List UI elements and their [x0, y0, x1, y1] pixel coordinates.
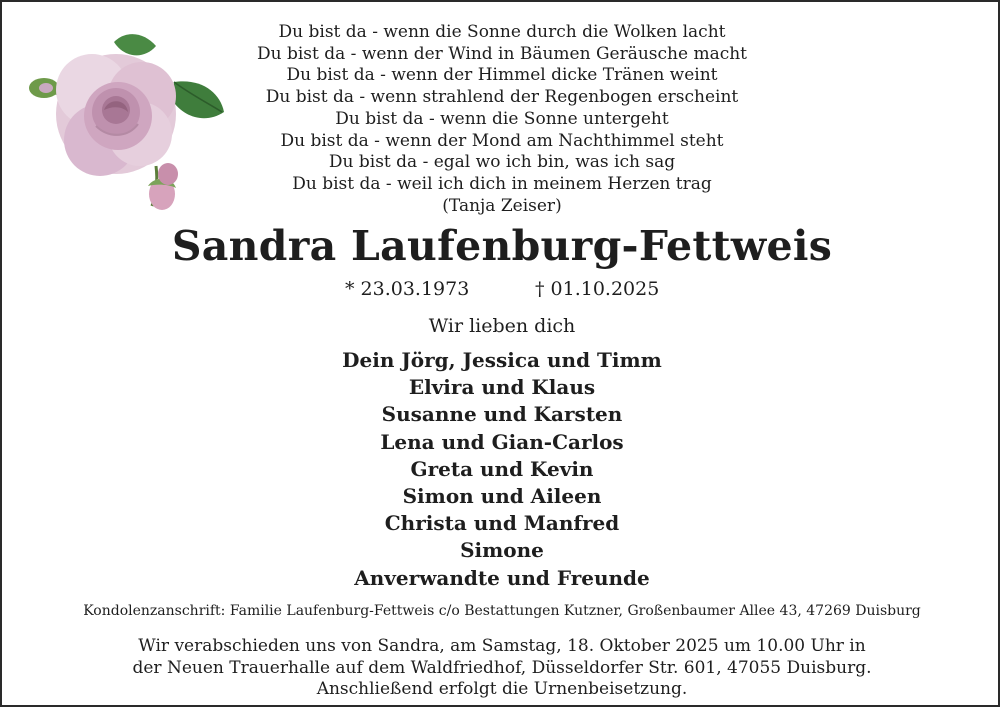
poem-author: (Tanja Zeiser) [442, 195, 562, 216]
mourner-entry: Elvira und Klaus [408, 375, 596, 400]
mourner-entry: Anverwandte und Freunde [354, 565, 650, 590]
poem-line: Du bist da - wenn strahlend der Regenbogen erscheint [265, 87, 739, 108]
condolence-address: Kondolenzanschrift: Familie Laufenburg-Fettweis c/o Bestattungen Kutzner, Großenbaumer Allee 43, 47269 Duisburg [83, 603, 921, 619]
poem [202, 22, 802, 217]
mourner-entry: Dein Jörg, Jessica und Timm [342, 348, 662, 372]
mourner-entry: Lena und Gian-Carlos [380, 429, 624, 454]
poem-line: Du bist da - wenn die Sonne untergeht [335, 108, 669, 129]
mourner-entry: Greta und Kevin [410, 456, 594, 481]
poem-line: Du bist da - wenn der Wind in Bäumen Geräusche macht [256, 43, 748, 64]
poem-line: Du bist da - weil ich dich in meinem Herzen trag [292, 173, 712, 194]
rose-icon [16, 26, 232, 216]
mourner-entry: Simone [460, 538, 544, 563]
farewell-text [2, 636, 1000, 701]
death-date: † 01.10.2025 [535, 278, 660, 300]
poem-line: Du bist da - wenn der Himmel dicke Tränen weint [286, 65, 718, 86]
farewell-line: der Neuen Trauerhalle auf dem Waldfriedhof, Düsseldorfer Str. 601, 47055 Duisburg. [132, 657, 872, 678]
mourner-entry: Christa und Manfred [384, 511, 620, 536]
poem-line: Du bist da - wenn der Mond am Nachthimmel steht [280, 130, 724, 151]
poem-line: Du bist da - wenn die Sonne durch die Wolken lacht [278, 22, 726, 42]
farewell-line: Wir verabschieden uns von Sandra, am Samstag, 18. Oktober 2025 um 10.00 Uhr in [138, 636, 866, 656]
mourner-entry: Simon und Aileen [402, 484, 602, 509]
farewell-line: Anschließend erfolgt die Urnenbeisetzung. [316, 679, 688, 699]
deceased-name: Sandra Laufenburg-Fettweis [171, 222, 833, 270]
mourner-entry: Susanne und Karsten [381, 402, 623, 427]
poem-line: Du bist da - egal wo ich bin, was ich sag [328, 152, 676, 173]
love-line: Wir lieben dich [428, 315, 576, 337]
birth-date: * 23.03.1973 [345, 278, 470, 300]
mourners-list [2, 347, 1000, 592]
